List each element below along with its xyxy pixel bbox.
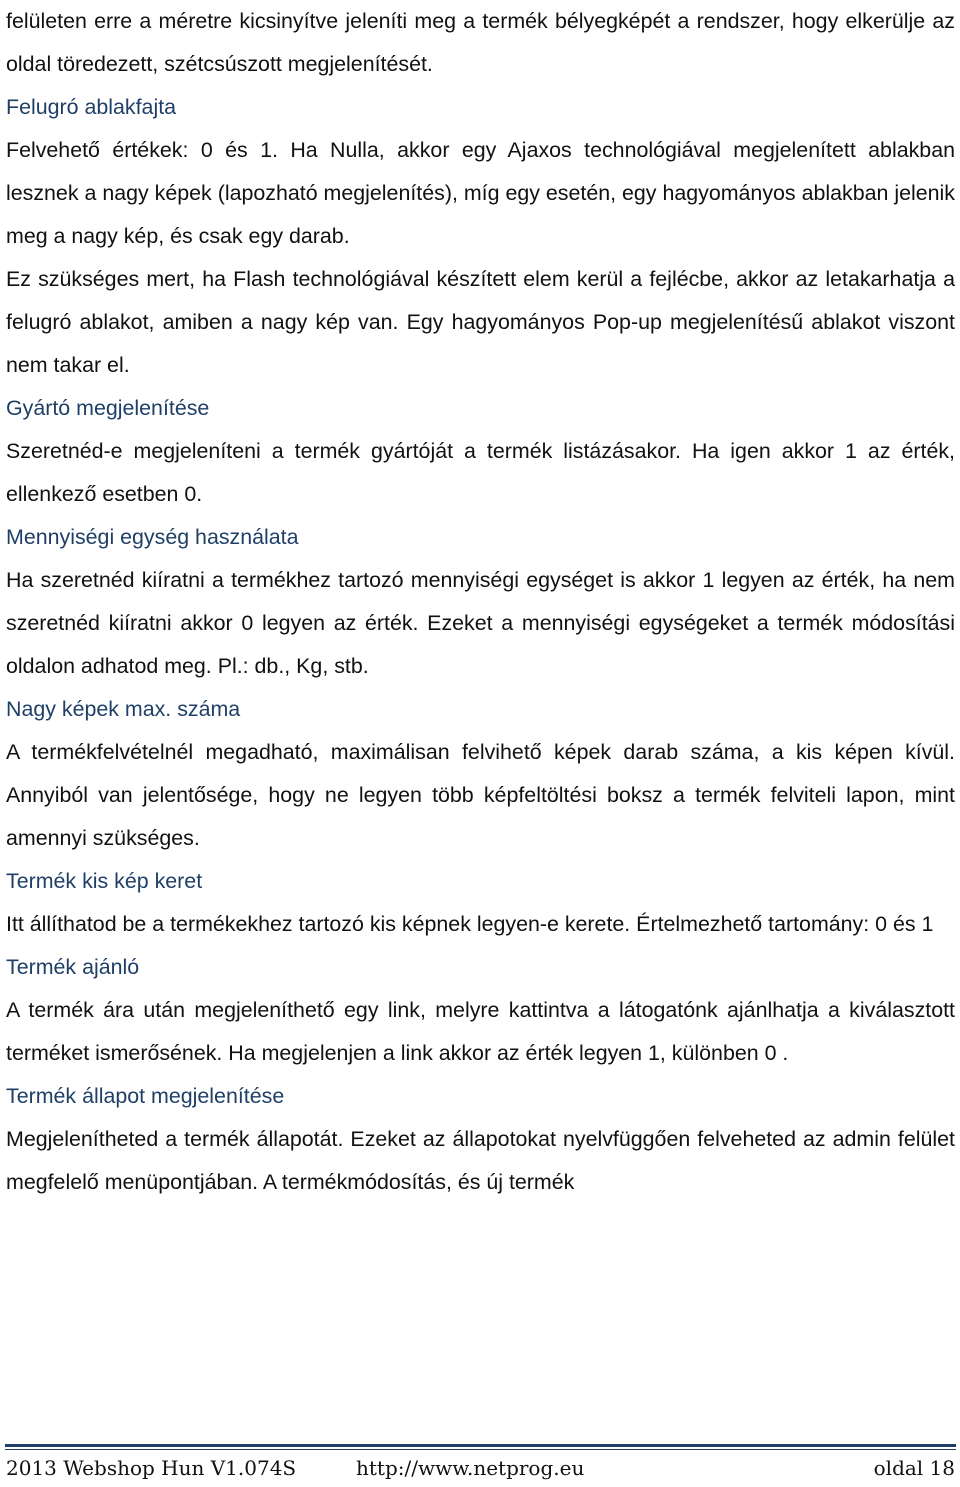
footer-divider-thin [5, 1449, 956, 1450]
footer-version: 2013 Webshop Hun V1.074S [6, 1456, 297, 1480]
footer-page-number: oldal 18 [873, 1456, 955, 1480]
heading-product-status: Termék állapot megjelenítése [6, 1084, 285, 1108]
footer-divider-thick [5, 1444, 956, 1447]
paragraph-manufacturer-display: Szeretnéd-e megjeleníteni a termék gyártóját a termék listázásakor. Ha igen akkor 1 az érték, ellenkező esetben 0. [6, 439, 955, 506]
heading-popup-window-type: Felugró ablakfajta [6, 95, 177, 119]
paragraph-unit-usage: Ha szeretnéd kiíratni a termékhez tartozó mennyiségi egységet is akkor 1 legyen az érték, ha nem szeretnéd kiíratni akkor 0 legyen az érték. Ezeket a mennyiségi egységeket a termék módosítási oldalon adhatod meg. Pl.: db., Kg, stb. [6, 568, 955, 678]
paragraph-small-image-border: Itt állíthatod be a termékekhez tartozó kis képnek legyen-e kerete. Értelmezhető tartomány: 0 és 1 [6, 912, 934, 936]
heading-max-large-images: Nagy képek max. száma [6, 697, 241, 721]
paragraph-thumbnail-intro: felületen erre a méretre kicsinyítve jeleníti meg a termék bélyegképét a rendszer, hogy elkerülje az oldal töredezett, szétcsúszott megjelenítését. [6, 9, 955, 76]
heading-small-image-border: Termék kis kép keret [6, 869, 203, 893]
heading-unit-usage: Mennyiségi egység használata [6, 525, 299, 549]
heading-manufacturer-display: Gyártó megjelenítése [6, 396, 210, 420]
paragraph-product-recommend: A termék ára után megjeleníthető egy link, melyre kattintva a látogatónk ajánlhatja a kiválasztott terméket ismerősének. Ha megjelenjen a link akkor az érték legyen 1, különben 0 . [6, 998, 955, 1065]
paragraph-product-status: Megjelenítheted a termék állapotát. Ezeket az állapotokat nyelvfüggően felveheted az admin felület megfelelő menüpontjában. A termékmódosítás, és új termék [6, 1127, 955, 1194]
heading-product-recommend: Termék ajánló [6, 955, 140, 979]
paragraph-popup-flash-note: Ez szükséges mert, ha Flash technológiával készített elem kerül a fejlécbe, akkor az letakarhatja a felugró ablakot, amiben a nagy kép van. Egy hagyományos Pop-up megjelenítésű ablakot viszont nem takar el. [6, 267, 955, 377]
footer-url: http://www.netprog.eu [356, 1456, 585, 1480]
paragraph-popup-values: Felvehető értékek: 0 és 1. Ha Nulla, akkor egy Ajaxos technológiával megjelenített ablakban lesznek a nagy képek (lapozható megjelenítés), míg egy esetén, egy hagyományos ablakban jelenik meg a nagy kép, és csak egy darab. [6, 138, 955, 248]
paragraph-max-large-images: A termékfelvételnél megadható, maximálisan felvihető képek darab száma, a kis képen kívül. Annyiból van jelentősége, hogy ne legyen több képfeltöltési boksz a termék felviteli lapon, mint amennyi szükséges. [6, 740, 955, 850]
document-body [6, 0, 955, 1204]
